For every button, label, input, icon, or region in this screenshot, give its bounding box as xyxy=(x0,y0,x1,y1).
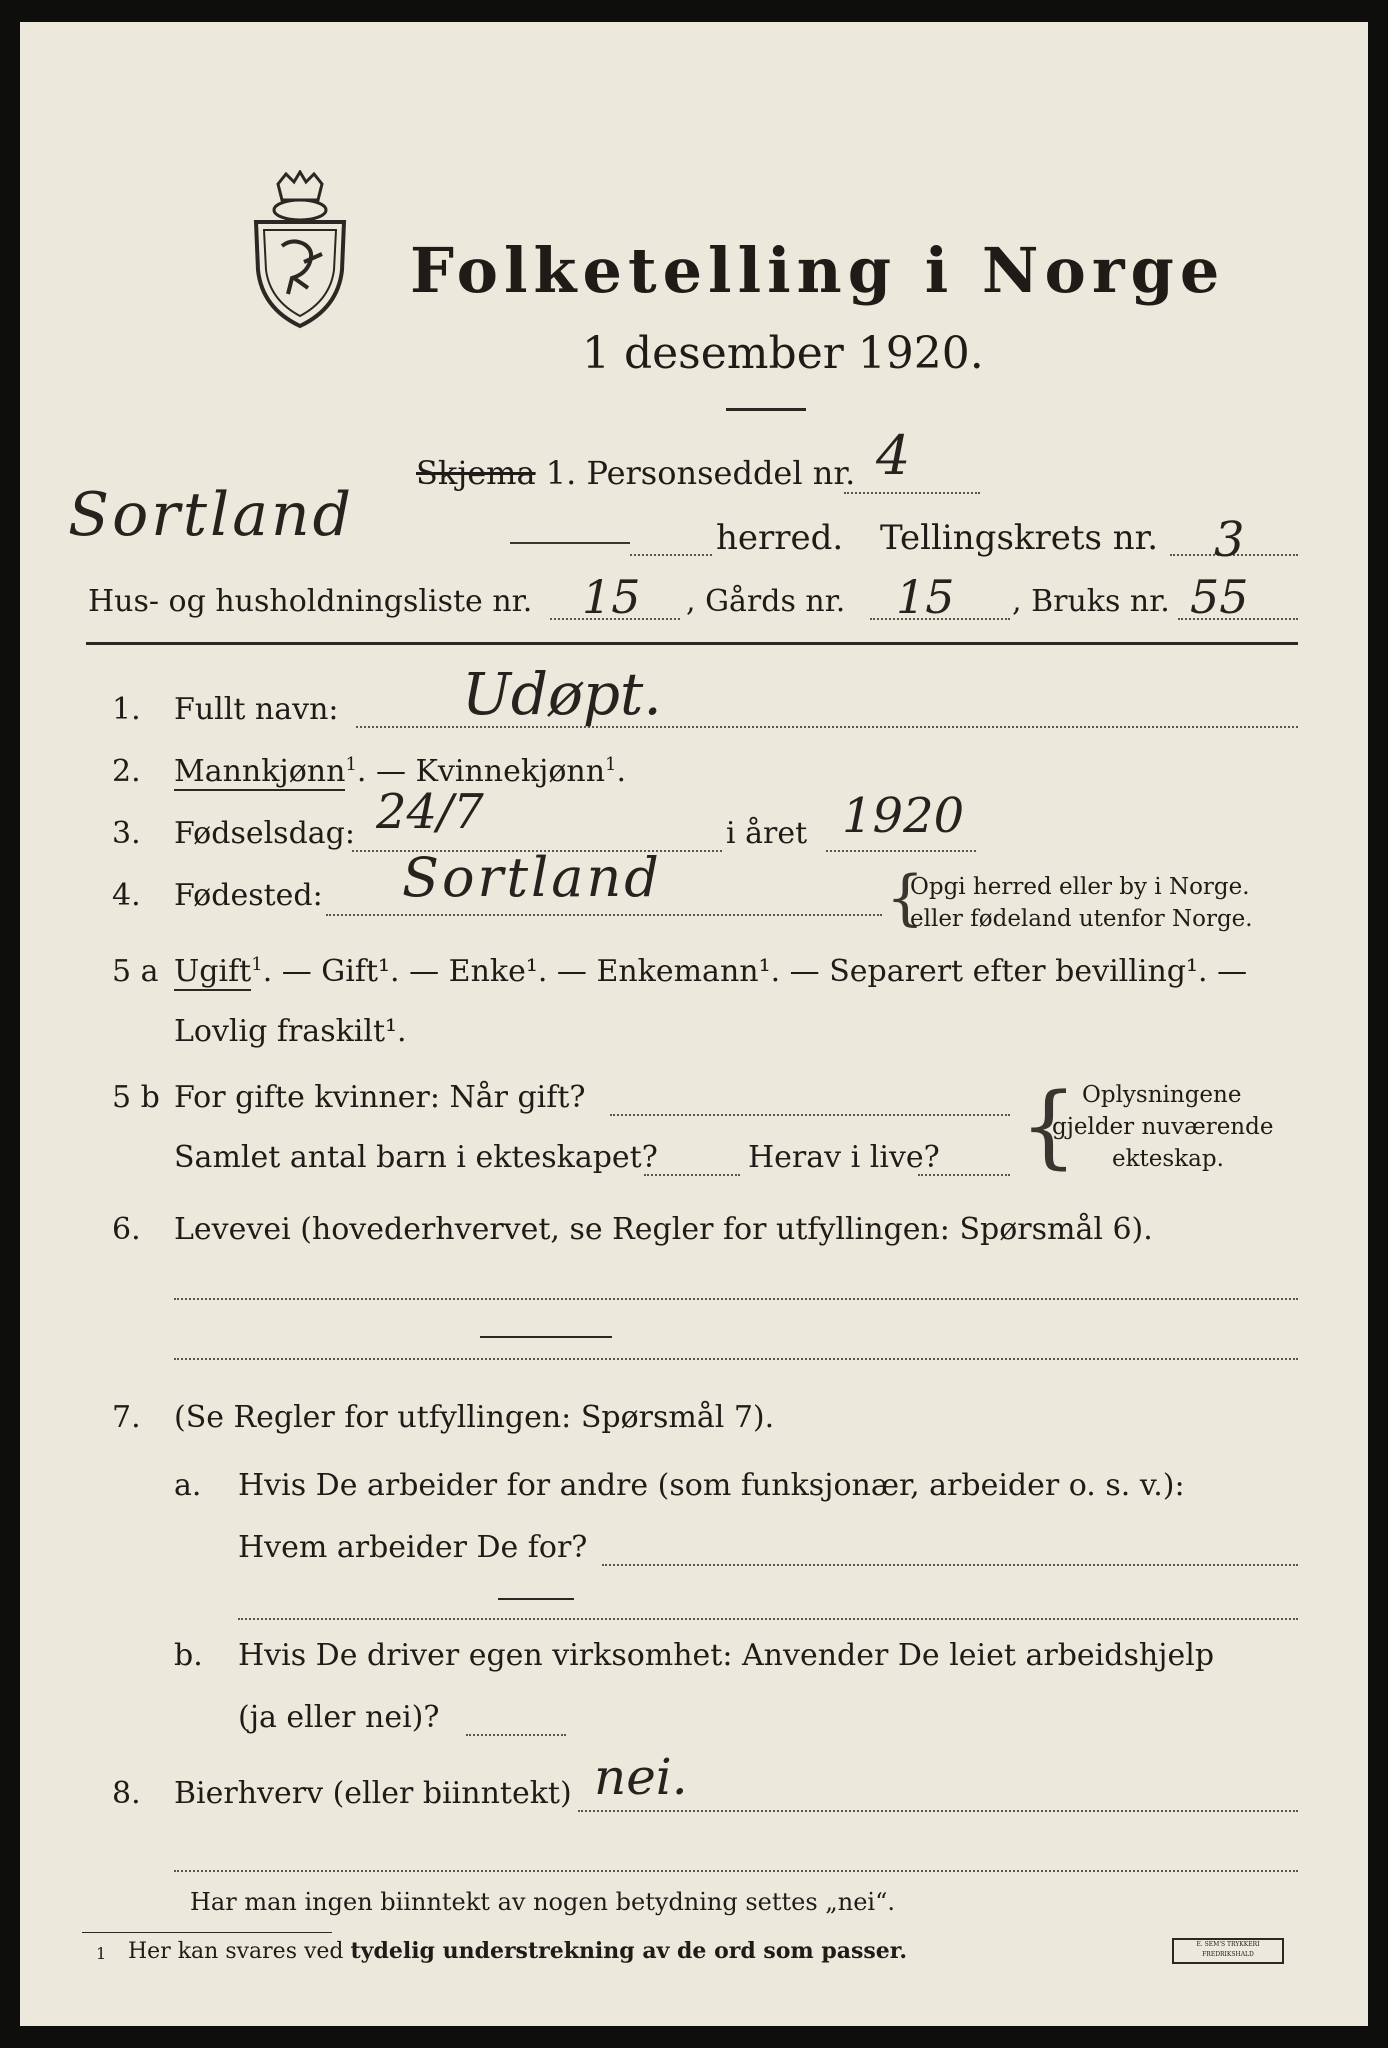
personseddel-label: 1. Personseddel nr. xyxy=(545,454,856,492)
q7b-line2: (ja eller nei)? xyxy=(238,1700,440,1735)
q3-value: 24/7 xyxy=(376,784,484,840)
herred-label: herred. xyxy=(716,518,844,558)
q5b-note-3: ekteskap. xyxy=(1112,1146,1224,1172)
q3-label: Fødselsdag: xyxy=(174,816,355,851)
q6-label: Levevei (hovederhvervet, se Regler for utfyllingen: Spørsmål 6). xyxy=(174,1212,1153,1247)
q2-end: . xyxy=(616,754,627,789)
q6-line-2 xyxy=(174,1358,1298,1360)
q5a-options: . — Gift¹. — Enke¹. — Enkemann¹. — Separert efter bevilling¹. — xyxy=(262,954,1248,989)
herred-value: Sortland xyxy=(68,480,355,550)
q5a-text: Ugift$^1$. — Gift¹. — Enke¹. — Enkemann¹. — Separert efter bevilling¹. — xyxy=(174,954,1248,989)
q3-year-line xyxy=(826,850,976,852)
footnote-text-a: Her kan svares ved xyxy=(128,1939,344,1964)
q7b-letter: b. xyxy=(174,1638,203,1673)
q8-value: nei. xyxy=(594,1748,688,1806)
q5a-ugift-underlined: Ugift xyxy=(174,954,252,989)
q2-number: 2. xyxy=(112,754,141,789)
personseddel-line xyxy=(844,492,980,494)
q4-note-1: Opgi herred eller by i Norge. xyxy=(910,874,1250,900)
coat-of-arms-icon xyxy=(248,170,352,330)
q4-brace: { xyxy=(886,863,925,933)
q5b-note-1: Oplysningene xyxy=(1082,1082,1242,1108)
footnote xyxy=(128,1938,907,1964)
title-divider xyxy=(726,408,806,411)
q2-separator: . — xyxy=(356,754,416,789)
gards-nr: 15 xyxy=(896,570,955,624)
q5b-barn-line xyxy=(644,1174,740,1176)
q6-number: 6. xyxy=(112,1212,141,1247)
q8-line xyxy=(578,1810,1298,1812)
q3-year: 1920 xyxy=(842,788,965,844)
bruks-nr: 55 xyxy=(1190,570,1249,624)
q4-line xyxy=(326,914,882,916)
footnote-mark: 1 xyxy=(96,1944,107,1963)
q5b-brace: { xyxy=(1020,1074,1078,1179)
q3-number: 3. xyxy=(112,816,141,851)
q6-divider xyxy=(480,1336,612,1338)
footnote-rule xyxy=(82,1932,332,1933)
q2-kvinne: Kvinnekjønn xyxy=(415,754,606,789)
q8-note: Har man ingen biinntekt av nogen betydning settes „nei“. xyxy=(190,1888,895,1916)
q7a-letter: a. xyxy=(174,1468,202,1503)
q5b-gift-line xyxy=(610,1114,1010,1116)
q2-mann-underlined: Mannkjønn xyxy=(174,754,346,789)
q1-label: Fullt navn: xyxy=(174,692,339,727)
herred-stroke xyxy=(510,542,630,544)
q2-text: Mannkjønn$^1$. — Kvinnekjønn$^1$. xyxy=(174,754,627,789)
q1-value: Udøpt. xyxy=(462,660,662,728)
q5a-number: 5 a xyxy=(112,954,159,989)
header-rule xyxy=(86,642,1298,645)
q3-year-label: i året xyxy=(726,816,808,851)
q7b-line xyxy=(466,1734,566,1736)
q5b-line2a: Samlet antal barn i ekteskapet? xyxy=(174,1140,658,1175)
hus-label: Hus- og husholdningsliste nr. xyxy=(88,584,533,619)
footnote-text-b: tydelig understrekning av de ord som passer. xyxy=(350,1938,908,1964)
hus-nr: 15 xyxy=(582,570,641,624)
q5b-line2b: Herav i live? xyxy=(748,1140,940,1175)
skjema-line xyxy=(416,454,855,492)
q4-number: 4. xyxy=(112,878,141,913)
q5b-line1: For gifte kvinner: Når gift? xyxy=(174,1080,586,1115)
form-title: Folketelling i Norge xyxy=(410,234,1226,307)
q1-number: 1. xyxy=(112,692,141,727)
tellingskrets-label: Tellingskrets nr. xyxy=(880,518,1159,558)
q7-label: (Se Regler for utfyllingen: Spørsmål 7). xyxy=(174,1400,775,1435)
q7a-line xyxy=(602,1564,1298,1566)
census-form xyxy=(20,22,1368,2026)
printer-stamp: E. SEM'S TRYKKERI FREDRIKSHALD xyxy=(1172,1938,1284,1964)
q7a-line2: Hvem arbeider De for? xyxy=(238,1530,588,1565)
q5b-note-2: gjelder nuværende xyxy=(1052,1114,1274,1140)
q8-label: Bierhverv (eller biinntekt) xyxy=(174,1776,572,1811)
bruks-label: , Bruks nr. xyxy=(1012,584,1170,619)
q4-note-2: eller fødeland utenfor Norge. xyxy=(910,906,1253,932)
q7a-divider xyxy=(498,1598,574,1600)
tellingskrets-nr: 3 xyxy=(1214,512,1245,568)
herred-line xyxy=(630,554,712,556)
q8-line-2 xyxy=(174,1870,1298,1872)
personseddel-nr: 4 xyxy=(876,424,911,487)
q4-value: Sortland xyxy=(402,846,662,909)
q5b-live-line xyxy=(918,1174,1010,1176)
q7b-line1: Hvis De driver egen virksomhet: Anvender De leiet arbeidshjelp xyxy=(238,1638,1215,1673)
q7a-line1: Hvis De arbeider for andre (som funksjonær, arbeider o. s. v.): xyxy=(238,1468,1185,1503)
q5a-line2: Lovlig fraskilt¹. xyxy=(174,1014,407,1049)
q5b-number: 5 b xyxy=(112,1080,160,1115)
census-date: 1 desember 1920. xyxy=(582,328,984,379)
q7-number: 7. xyxy=(112,1400,141,1435)
q7a-line-2 xyxy=(238,1618,1298,1620)
q6-line-1 xyxy=(174,1298,1298,1300)
gards-label: , Gårds nr. xyxy=(686,584,846,619)
skjema-struck: Skjema xyxy=(416,454,536,492)
q8-number: 8. xyxy=(112,1776,141,1811)
q4-label: Fødested: xyxy=(174,878,323,913)
